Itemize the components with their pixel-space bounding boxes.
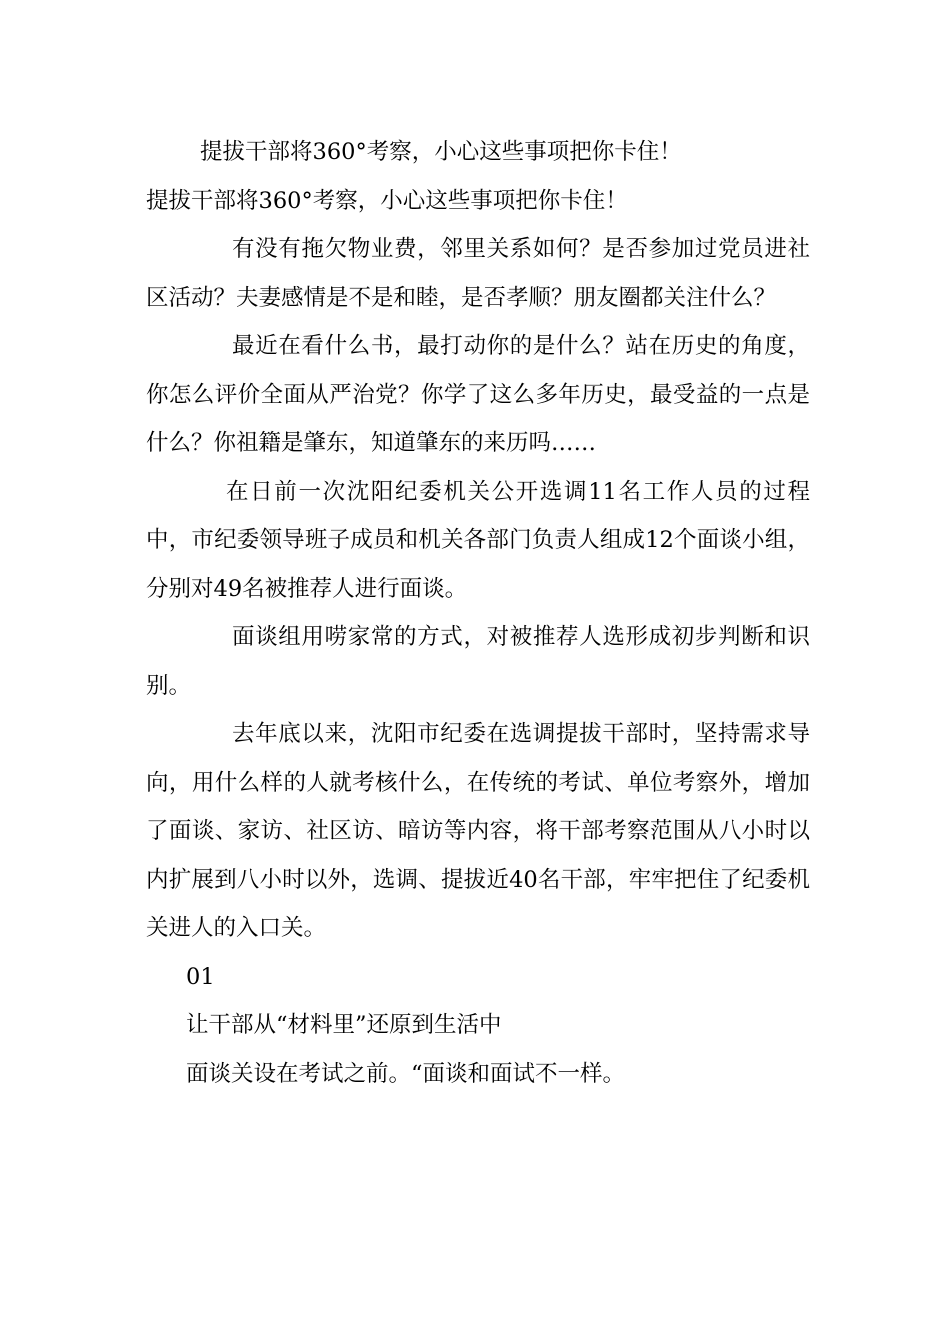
paragraph-3: 在日前一次沈阳纪委机关公开选调11名工作人员的过程中，市纪委领导班子成员和机关各部门负责人组成12个面谈小组，分别对49名被推荐人进行面谈。 [146, 478, 810, 602]
paragraph-5: 去年底以来，沈阳市纪委在选调提拔干部时，坚持需求导向，用什么样的人就考核什么，在传统的考试、单位考察外，增加了面谈、家访、社区访、暗访等内容，将干部考察范围从八小时以内扩展到八小时以外，选调、提拔近40名干部，牢牢把住了纪委机关进人的入口关。 [146, 721, 810, 941]
section-title: 让干部从“材料里”还原到生活中 [186, 1012, 502, 1038]
document-heading: 提拔干部将360°考察，小心这些事项把你卡住！ [146, 187, 628, 214]
paragraph-1: 有没有拖欠物业费，邻里关系如何？是否参加过党员进社区活动？夫妻感情是不是和睦，是否孝顺？朋友圈都关注什么？ [146, 236, 810, 311]
section-first-line: 面谈关设在考试之前。“面谈和面试不一样。 [186, 1060, 626, 1087]
section-number: 01 [186, 963, 215, 990]
document-body [146, 128, 810, 1098]
document-title: 提拔干部将360°考察，小心这些事项把你卡住！ [200, 139, 682, 165]
paragraph-2: 最近在看什么书，最打动你的是什么？站在历史的角度，你怎么评价全面从严治党？你学了这么多年历史，最受益的一点是什么？你祖籍是肇东，知道肇东的来历吗…… [146, 333, 810, 456]
paragraph-4: 面谈组用唠家常的方式，对被推荐人选形成初步判断和识别。 [146, 624, 810, 699]
